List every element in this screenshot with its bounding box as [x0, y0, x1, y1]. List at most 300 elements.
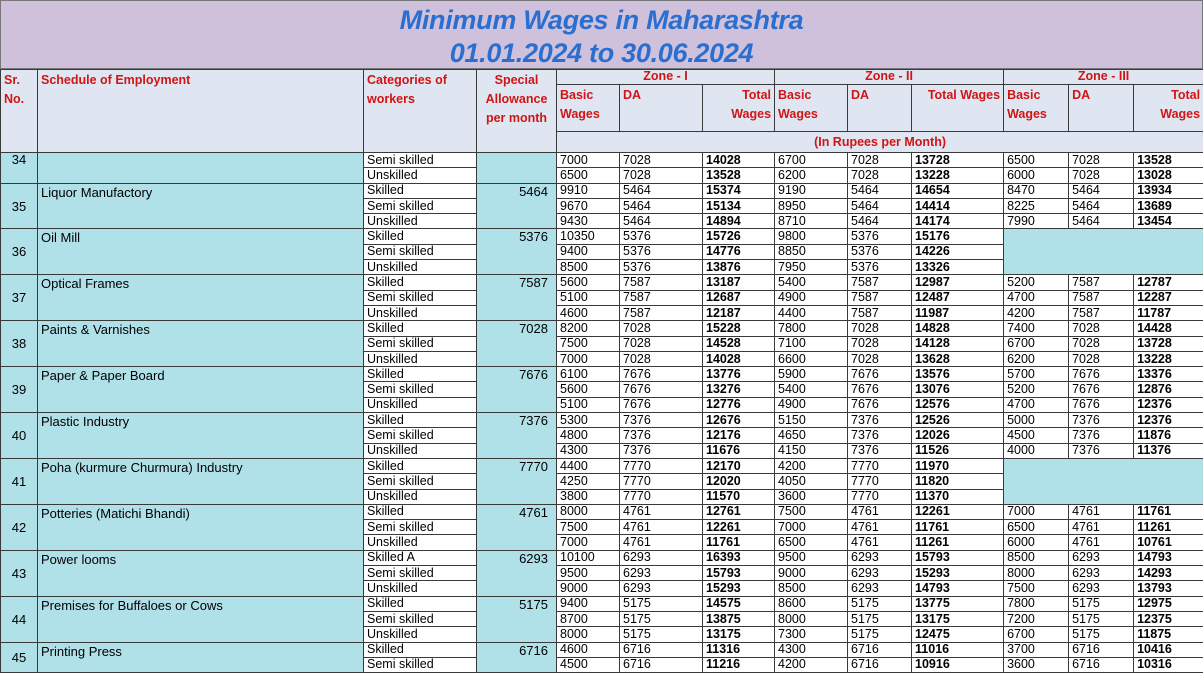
da-cell: 6716	[848, 657, 912, 672]
da-cell: 5175	[1069, 611, 1134, 626]
total-wage-cell: 12761	[703, 504, 775, 519]
total-wage-cell: 13628	[912, 351, 1004, 366]
category-cell: Semi skilled	[364, 428, 477, 443]
sr-no-cell: 39	[1, 367, 38, 413]
da-cell: 7376	[620, 413, 703, 428]
da-cell: 5464	[848, 183, 912, 198]
basic-wage-cell: 8000	[557, 627, 620, 642]
special-allowance-cell: 6293	[477, 550, 557, 596]
category-cell: Unskilled	[364, 627, 477, 642]
total-wage-cell: 14793	[1134, 550, 1203, 565]
table-row	[1, 504, 1203, 519]
da-cell: 6716	[848, 642, 912, 657]
total-wage-cell: 14226	[912, 244, 1004, 259]
total-wage-cell: 11970	[912, 458, 1004, 473]
employment-name-cell	[38, 153, 364, 184]
basic-wage-cell: 5100	[557, 290, 620, 305]
da-cell: 6293	[848, 566, 912, 581]
da-cell: 5376	[620, 244, 703, 259]
basic-wage-cell: 8200	[557, 321, 620, 336]
sr-no-cell: 40	[1, 413, 38, 459]
da-cell: 7676	[848, 397, 912, 412]
basic-wage-cell: 9000	[775, 566, 848, 581]
basic-wage-cell: 4000	[1004, 443, 1069, 458]
total-wage-cell: 13775	[912, 596, 1004, 611]
category-cell: Semi skilled	[364, 520, 477, 535]
da-cell: 7376	[848, 428, 912, 443]
category-cell: Unskilled	[364, 581, 477, 596]
category-cell: Semi skilled	[364, 657, 477, 672]
basic-wage-cell: 6700	[775, 153, 848, 168]
basic-wage-cell: 4650	[775, 428, 848, 443]
sr-no-cell: 42	[1, 504, 38, 550]
table-row	[1, 458, 1203, 473]
special-allowance-cell: 7770	[477, 458, 557, 504]
category-cell: Semi skilled	[364, 566, 477, 581]
table-row	[1, 229, 1203, 244]
da-cell: 7676	[620, 397, 703, 412]
da-cell: 6716	[620, 642, 703, 657]
basic-wage-cell: 4800	[557, 428, 620, 443]
basic-wage-cell: 8950	[775, 198, 848, 213]
da-cell: 7770	[848, 474, 912, 489]
sr-no-cell: 44	[1, 596, 38, 642]
da-cell: 7028	[1069, 336, 1134, 351]
total-wage-cell: 12020	[703, 474, 775, 489]
total-wage-cell: 11820	[912, 474, 1004, 489]
total-wage-cell: 12975	[1134, 596, 1203, 611]
table-row	[1, 642, 1203, 657]
da-cell: 7770	[620, 474, 703, 489]
basic-wage-cell: 9000	[557, 581, 620, 596]
header-basic-wages: Basic Wages	[1004, 85, 1069, 132]
da-cell: 6293	[848, 550, 912, 565]
total-wage-cell: 12261	[912, 504, 1004, 519]
header-zone-2: Zone - II	[775, 70, 1004, 85]
da-cell: 7587	[620, 290, 703, 305]
total-wage-cell: 13793	[1134, 581, 1203, 596]
category-cell: Unskilled	[364, 260, 477, 275]
special-allowance-cell: 7587	[477, 275, 557, 321]
da-cell: 5376	[848, 244, 912, 259]
category-cell: Unskilled	[364, 351, 477, 366]
total-wage-cell: 15793	[703, 566, 775, 581]
da-cell: 4761	[848, 520, 912, 535]
table-row	[1, 550, 1203, 565]
da-cell: 7676	[1069, 397, 1134, 412]
total-wage-cell: 11316	[703, 642, 775, 657]
basic-wage-cell: 5150	[775, 413, 848, 428]
header-special-allowance: Special Allowance per month	[477, 70, 557, 153]
da-cell: 7770	[620, 458, 703, 473]
category-cell: Semi skilled	[364, 382, 477, 397]
category-cell: Semi skilled	[364, 198, 477, 213]
basic-wage-cell: 6700	[1004, 336, 1069, 351]
da-cell: 6293	[1069, 581, 1134, 596]
total-wage-cell: 12376	[1134, 397, 1203, 412]
da-cell: 4761	[620, 535, 703, 550]
total-wage-cell: 14028	[703, 153, 775, 168]
basic-wage-cell: 7000	[1004, 504, 1069, 519]
special-allowance-cell: 7376	[477, 413, 557, 459]
da-cell: 7676	[848, 367, 912, 382]
basic-wage-cell: 7990	[1004, 214, 1069, 229]
total-wage-cell: 12287	[1134, 290, 1203, 305]
da-cell: 7376	[1069, 428, 1134, 443]
total-wage-cell: 14654	[912, 183, 1004, 198]
da-cell: 7028	[620, 168, 703, 183]
header-total-wages: Total Wages	[912, 85, 1004, 132]
total-wage-cell: 15228	[703, 321, 775, 336]
special-allowance-cell: 7676	[477, 367, 557, 413]
table-row	[1, 367, 1203, 382]
total-wage-cell: 13528	[703, 168, 775, 183]
table-row	[1, 153, 1203, 168]
total-wage-cell: 12375	[1134, 611, 1203, 626]
basic-wage-cell: 8000	[775, 611, 848, 626]
special-allowance-cell: 5464	[477, 183, 557, 229]
da-cell: 4761	[620, 504, 703, 519]
total-wage-cell: 13875	[703, 611, 775, 626]
da-cell: 7028	[1069, 351, 1134, 366]
basic-wage-cell: 4200	[1004, 305, 1069, 320]
total-wage-cell: 13934	[1134, 183, 1203, 198]
total-wage-cell: 13276	[703, 382, 775, 397]
category-cell: Unskilled	[364, 535, 477, 550]
employment-name-cell: Oil Mill	[38, 229, 364, 275]
category-cell: Unskilled	[364, 397, 477, 412]
da-cell: 6293	[848, 581, 912, 596]
da-cell: 7028	[620, 351, 703, 366]
da-cell: 7587	[848, 290, 912, 305]
da-cell: 6716	[620, 657, 703, 672]
header-total-wages: Total Wages	[703, 85, 775, 132]
basic-wage-cell: 8850	[775, 244, 848, 259]
category-cell: Semi skilled	[364, 336, 477, 351]
table-row	[1, 275, 1203, 290]
da-cell: 5464	[620, 183, 703, 198]
basic-wage-cell: 7500	[1004, 581, 1069, 596]
da-cell: 5464	[1069, 214, 1134, 229]
basic-wage-cell: 4200	[775, 458, 848, 473]
da-cell: 4761	[1069, 535, 1134, 550]
category-cell: Semi skilled	[364, 290, 477, 305]
basic-wage-cell: 6500	[557, 168, 620, 183]
total-wage-cell: 13228	[912, 168, 1004, 183]
da-cell: 6716	[1069, 642, 1134, 657]
basic-wage-cell: 5100	[557, 397, 620, 412]
basic-wage-cell: 10100	[557, 550, 620, 565]
da-cell: 7028	[620, 153, 703, 168]
da-cell: 7587	[848, 275, 912, 290]
total-wage-cell: 15176	[912, 229, 1004, 244]
da-cell: 6293	[1069, 550, 1134, 565]
total-wage-cell: 10416	[1134, 642, 1203, 657]
total-wage-cell: 12261	[703, 520, 775, 535]
sr-no-cell: 41	[1, 458, 38, 504]
total-wage-cell: 14414	[912, 198, 1004, 213]
total-wage-cell: 15726	[703, 229, 775, 244]
basic-wage-cell: 8500	[557, 260, 620, 275]
basic-wage-cell: 5400	[775, 382, 848, 397]
basic-wage-cell: 4700	[1004, 397, 1069, 412]
da-cell: 7376	[1069, 443, 1134, 458]
basic-wage-cell: 4200	[775, 657, 848, 672]
total-wage-cell: 13076	[912, 382, 1004, 397]
category-cell: Semi skilled	[364, 153, 477, 168]
total-wage-cell: 13454	[1134, 214, 1203, 229]
basic-wage-cell: 4900	[775, 397, 848, 412]
basic-wage-cell: 9400	[557, 596, 620, 611]
total-wage-cell: 13175	[703, 627, 775, 642]
sr-no-cell: 35	[1, 183, 38, 229]
basic-wage-cell: 4050	[775, 474, 848, 489]
basic-wage-cell: 8000	[557, 504, 620, 519]
category-cell: Unskilled	[364, 489, 477, 504]
sr-no-cell: 38	[1, 321, 38, 367]
basic-wage-cell: 3600	[775, 489, 848, 504]
da-cell: 7587	[1069, 275, 1134, 290]
header-zone-1: Zone - I	[557, 70, 775, 85]
basic-wage-cell: 8500	[1004, 550, 1069, 565]
basic-wage-cell: 7950	[775, 260, 848, 275]
special-allowance-cell: 7028	[477, 321, 557, 367]
basic-wage-cell: 8710	[775, 214, 848, 229]
category-cell: Skilled A	[364, 550, 477, 565]
da-cell: 7587	[620, 275, 703, 290]
special-allowance-cell: 5175	[477, 596, 557, 642]
basic-wage-cell: 6100	[557, 367, 620, 382]
zone-empty-cell	[1004, 458, 1203, 504]
total-wage-cell: 13689	[1134, 198, 1203, 213]
da-cell: 5175	[620, 596, 703, 611]
da-cell: 7028	[848, 153, 912, 168]
total-wage-cell: 14028	[703, 351, 775, 366]
header-sr-no: Sr. No.	[1, 70, 38, 153]
total-wage-cell: 11676	[703, 443, 775, 458]
header-rupees-note: (In Rupees per Month)	[557, 132, 1203, 153]
total-wage-cell: 12026	[912, 428, 1004, 443]
total-wage-cell: 14293	[1134, 566, 1203, 581]
total-wage-cell: 11261	[912, 535, 1004, 550]
header-da: DA	[848, 85, 912, 132]
da-cell: 6293	[1069, 566, 1134, 581]
page-date-range: 01.01.2024 to 30.06.2024	[449, 38, 754, 68]
basic-wage-cell: 6700	[1004, 627, 1069, 642]
da-cell: 7028	[620, 336, 703, 351]
category-cell: Semi skilled	[364, 611, 477, 626]
category-cell: Unskilled	[364, 168, 477, 183]
basic-wage-cell: 8700	[557, 611, 620, 626]
total-wage-cell: 14428	[1134, 321, 1203, 336]
basic-wage-cell: 4400	[557, 458, 620, 473]
basic-wage-cell: 3600	[1004, 657, 1069, 672]
category-cell: Skilled	[364, 275, 477, 290]
page-title: Minimum Wages in Maharashtra	[399, 5, 804, 35]
da-cell: 4761	[1069, 520, 1134, 535]
da-cell: 6293	[620, 550, 703, 565]
sr-no-cell: 45	[1, 642, 38, 673]
employment-name-cell: Poha (kurmure Churmura) Industry	[38, 458, 364, 504]
special-allowance-cell	[477, 153, 557, 184]
da-cell: 7376	[848, 443, 912, 458]
header-da: DA	[620, 85, 703, 132]
basic-wage-cell: 7800	[1004, 596, 1069, 611]
basic-wage-cell: 4400	[775, 305, 848, 320]
special-allowance-cell: 5376	[477, 229, 557, 275]
da-cell: 7376	[1069, 413, 1134, 428]
total-wage-cell: 12687	[703, 290, 775, 305]
total-wage-cell: 13576	[912, 367, 1004, 382]
da-cell: 5464	[1069, 183, 1134, 198]
employment-name-cell: Optical Frames	[38, 275, 364, 321]
zone-empty-cell	[1004, 229, 1203, 275]
basic-wage-cell: 4700	[1004, 290, 1069, 305]
basic-wage-cell: 7800	[775, 321, 848, 336]
da-cell: 5175	[848, 627, 912, 642]
category-cell: Skilled	[364, 642, 477, 657]
total-wage-cell: 14575	[703, 596, 775, 611]
category-cell: Skilled	[364, 596, 477, 611]
total-wage-cell: 12475	[912, 627, 1004, 642]
basic-wage-cell: 7500	[775, 504, 848, 519]
total-wage-cell: 12376	[1134, 413, 1203, 428]
total-wage-cell: 14828	[912, 321, 1004, 336]
title-banner	[0, 0, 1203, 69]
basic-wage-cell: 5900	[775, 367, 848, 382]
basic-wage-cell: 5300	[557, 413, 620, 428]
category-cell: Skilled	[364, 183, 477, 198]
total-wage-cell: 14793	[912, 581, 1004, 596]
header-categories: Categories of workers	[364, 70, 477, 153]
category-cell: Unskilled	[364, 214, 477, 229]
total-wage-cell: 13528	[1134, 153, 1203, 168]
total-wage-cell: 11526	[912, 443, 1004, 458]
total-wage-cell: 11787	[1134, 305, 1203, 320]
da-cell: 6293	[620, 566, 703, 581]
basic-wage-cell: 9400	[557, 244, 620, 259]
basic-wage-cell: 7400	[1004, 321, 1069, 336]
total-wage-cell: 12576	[912, 397, 1004, 412]
basic-wage-cell: 7200	[1004, 611, 1069, 626]
basic-wage-cell: 7300	[775, 627, 848, 642]
total-wage-cell: 12187	[703, 305, 775, 320]
da-cell: 7028	[1069, 168, 1134, 183]
total-wage-cell: 13376	[1134, 367, 1203, 382]
total-wage-cell: 12987	[912, 275, 1004, 290]
category-cell: Semi skilled	[364, 474, 477, 489]
da-cell: 7028	[1069, 321, 1134, 336]
wages-table-body	[1, 153, 1203, 673]
total-wage-cell: 11761	[703, 535, 775, 550]
da-cell: 5464	[1069, 198, 1134, 213]
da-cell: 7587	[620, 305, 703, 320]
wages-table	[0, 69, 1203, 673]
total-wage-cell: 11761	[1134, 504, 1203, 519]
basic-wage-cell: 6000	[1004, 535, 1069, 550]
da-cell: 5175	[620, 611, 703, 626]
category-cell: Semi skilled	[364, 244, 477, 259]
total-wage-cell: 12676	[703, 413, 775, 428]
total-wage-cell: 11570	[703, 489, 775, 504]
basic-wage-cell: 3800	[557, 489, 620, 504]
total-wage-cell: 14128	[912, 336, 1004, 351]
da-cell: 5175	[620, 627, 703, 642]
header-basic-wages: Basic Wages	[557, 85, 620, 132]
table-row	[1, 183, 1203, 198]
basic-wage-cell: 6500	[775, 535, 848, 550]
da-cell: 5376	[620, 229, 703, 244]
category-cell: Unskilled	[364, 305, 477, 320]
da-cell: 7676	[848, 382, 912, 397]
category-cell: Unskilled	[364, 443, 477, 458]
basic-wage-cell: 9500	[775, 550, 848, 565]
da-cell: 7770	[848, 489, 912, 504]
da-cell: 5175	[1069, 596, 1134, 611]
da-cell: 5175	[1069, 627, 1134, 642]
category-cell: Skilled	[364, 458, 477, 473]
total-wage-cell: 13175	[912, 611, 1004, 626]
basic-wage-cell: 4500	[1004, 428, 1069, 443]
basic-wage-cell: 6500	[1004, 520, 1069, 535]
total-wage-cell: 12876	[1134, 382, 1203, 397]
basic-wage-cell: 7000	[775, 520, 848, 535]
sr-no-cell: 34	[1, 153, 38, 184]
total-wage-cell: 13728	[1134, 336, 1203, 351]
basic-wage-cell: 5200	[1004, 275, 1069, 290]
total-wage-cell: 14174	[912, 214, 1004, 229]
special-allowance-cell: 6716	[477, 642, 557, 673]
da-cell: 6716	[1069, 657, 1134, 672]
da-cell: 5175	[848, 611, 912, 626]
total-wage-cell: 13728	[912, 153, 1004, 168]
basic-wage-cell: 9500	[557, 566, 620, 581]
total-wage-cell: 11987	[912, 305, 1004, 320]
basic-wage-cell: 9670	[557, 198, 620, 213]
total-wage-cell: 12170	[703, 458, 775, 473]
basic-wage-cell: 7000	[557, 153, 620, 168]
da-cell: 7376	[620, 443, 703, 458]
total-wage-cell: 13776	[703, 367, 775, 382]
da-cell: 7028	[848, 168, 912, 183]
da-cell: 4761	[1069, 504, 1134, 519]
da-cell: 5376	[848, 229, 912, 244]
header-zone-3: Zone - III	[1004, 70, 1203, 85]
total-wage-cell: 15134	[703, 198, 775, 213]
basic-wage-cell: 5600	[557, 382, 620, 397]
sr-no-cell: 37	[1, 275, 38, 321]
category-cell: Skilled	[364, 413, 477, 428]
da-cell: 5464	[620, 198, 703, 213]
total-wage-cell: 11376	[1134, 443, 1203, 458]
basic-wage-cell: 4900	[775, 290, 848, 305]
basic-wage-cell: 8000	[1004, 566, 1069, 581]
total-wage-cell: 11016	[912, 642, 1004, 657]
total-wage-cell: 16393	[703, 550, 775, 565]
total-wage-cell: 15293	[703, 581, 775, 596]
da-cell: 7770	[620, 489, 703, 504]
basic-wage-cell: 6200	[775, 168, 848, 183]
employment-name-cell: Liquor Manufactory	[38, 183, 364, 229]
basic-wage-cell: 7000	[557, 535, 620, 550]
total-wage-cell: 12176	[703, 428, 775, 443]
basic-wage-cell: 9430	[557, 214, 620, 229]
basic-wage-cell: 7000	[557, 351, 620, 366]
basic-wage-cell: 8225	[1004, 198, 1069, 213]
da-cell: 5376	[620, 260, 703, 275]
da-cell: 7676	[1069, 367, 1134, 382]
total-wage-cell: 14894	[703, 214, 775, 229]
